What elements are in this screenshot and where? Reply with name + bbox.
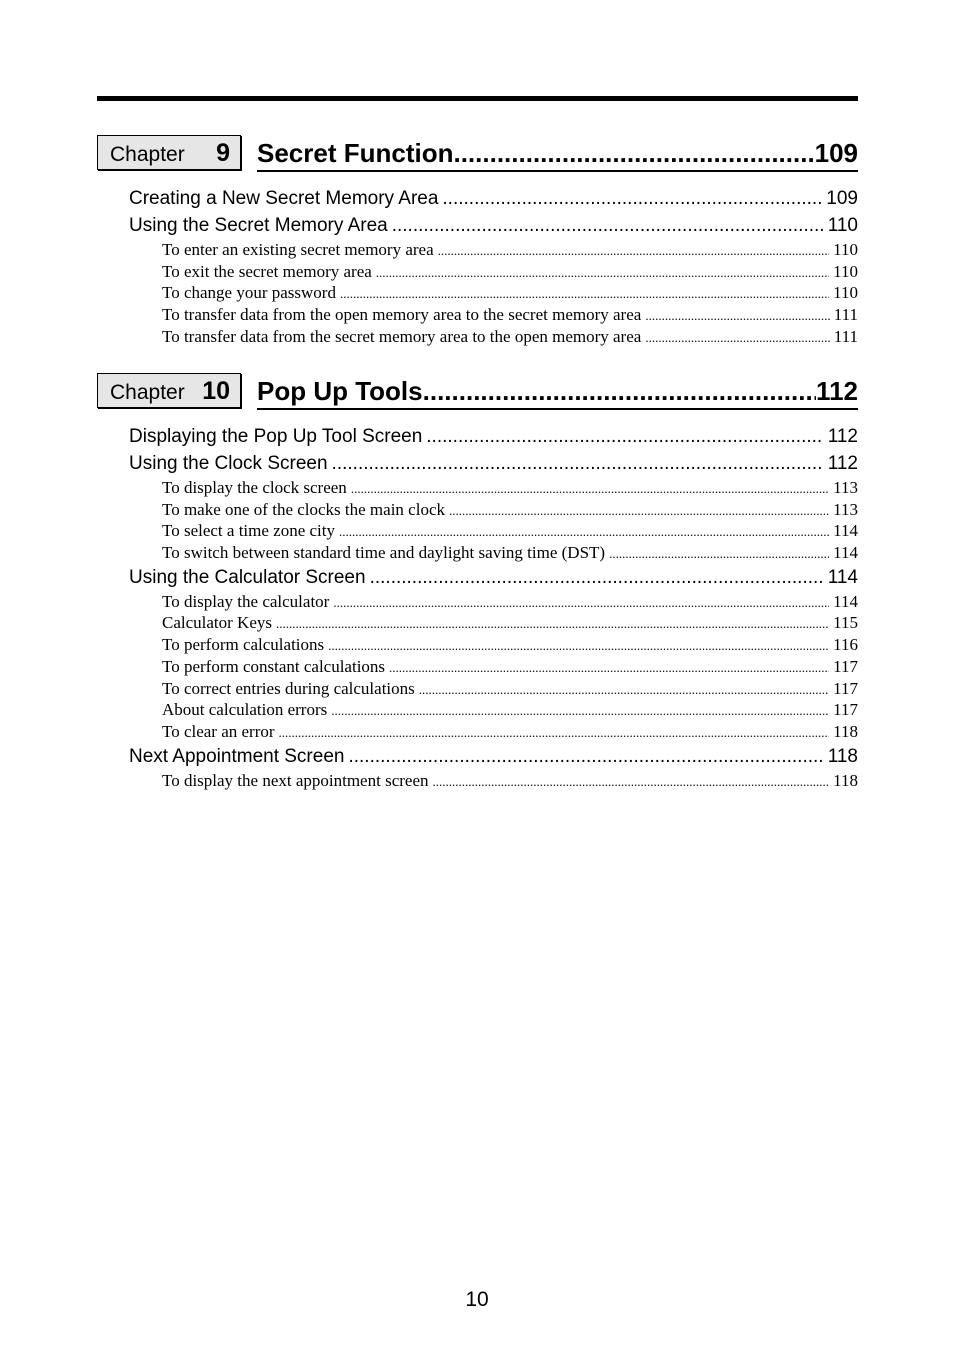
- dot-leader: [609, 543, 829, 565]
- toc-subentry[interactable]: [129, 520, 858, 542]
- toc-subentry[interactable]: [129, 282, 858, 304]
- entry-text: To switch between standard time and daylight saving time (DST): [162, 543, 606, 563]
- entry-page: 111: [833, 326, 858, 346]
- entry-page: 110: [827, 215, 858, 236]
- toc-subentry[interactable]: [129, 499, 858, 521]
- entry-text: To change your password: [162, 283, 336, 303]
- dot-leader: [426, 423, 823, 450]
- entry-text: To display the next appointment screen: [162, 770, 429, 790]
- entry-text: Calculator Keys: [162, 613, 272, 633]
- entry-text: To select a time zone city: [162, 521, 335, 541]
- entry-text: To transfer data from the open memory area to the secret memory area: [162, 305, 642, 325]
- entry-text: About calculation errors: [162, 700, 328, 720]
- entry-text: Displaying the Pop Up Tool Screen: [129, 426, 423, 447]
- entry-text: To display the clock screen: [162, 478, 347, 497]
- toc-subentry[interactable]: [129, 304, 858, 326]
- dot-leader: [351, 478, 829, 500]
- dot-leader: [449, 500, 829, 522]
- dot-leader: [438, 240, 829, 262]
- entry-page: 114: [827, 566, 858, 588]
- entry-text: To transfer data from the secret memory area to the open memory area: [162, 326, 642, 346]
- toc-subentry[interactable]: [129, 770, 858, 792]
- dot-leader: [339, 521, 829, 543]
- entry-text: Using the Calculator Screen: [129, 566, 366, 588]
- dot-leader: [433, 771, 830, 793]
- toc-subentry[interactable]: [129, 477, 858, 499]
- entry-text: To perform constant calculations: [162, 656, 386, 676]
- toc-entries: [129, 185, 858, 347]
- chapter-label-box: [97, 373, 241, 408]
- dot-leader: [442, 185, 822, 212]
- entry-text: To display the calculator: [162, 591, 330, 611]
- entry-page: 118: [833, 770, 858, 790]
- chapter-page: 109: [814, 138, 858, 168]
- chapter-title: Secret Function: [257, 138, 454, 168]
- toc-subentry[interactable]: [129, 678, 858, 700]
- toc-entry[interactable]: [129, 743, 858, 770]
- page-number: 10: [465, 1288, 489, 1311]
- toc-subentry[interactable]: [129, 239, 858, 261]
- dot-leader: [328, 635, 829, 657]
- toc-subentry[interactable]: [129, 699, 858, 721]
- entry-text: To perform calculations: [162, 635, 325, 655]
- toc-subentry[interactable]: [129, 326, 858, 348]
- dot-leader: [276, 613, 829, 635]
- toc-subentry[interactable]: [129, 591, 858, 613]
- entry-text: To enter an existing secret memory area: [162, 240, 434, 259]
- chapter-title: Pop Up Tools: [257, 376, 423, 406]
- entry-page: 112: [827, 453, 858, 474]
- toc-subentry[interactable]: [129, 721, 858, 743]
- dot-leader: [389, 657, 829, 679]
- toc-subentry[interactable]: [129, 634, 858, 656]
- toc-entry[interactable]: [129, 450, 858, 477]
- toc-subentry[interactable]: [129, 656, 858, 678]
- entry-text: Next Appointment Screen: [129, 745, 345, 767]
- dot-leader: [348, 743, 823, 770]
- chapter-label-box: [97, 135, 241, 170]
- chapter-header: [97, 135, 858, 173]
- chapter-header: [97, 373, 858, 411]
- toc-subentry[interactable]: [129, 261, 858, 283]
- entry-text: To correct entries during calculations: [162, 678, 415, 698]
- dot-leader: [370, 564, 824, 591]
- entry-page: 110: [833, 240, 858, 259]
- chapter-section-9: [97, 135, 858, 346]
- dot-leader: [332, 450, 824, 477]
- entry-page: 113: [833, 478, 858, 497]
- chapter-title-row[interactable]: [257, 373, 858, 410]
- dot-leader: [645, 305, 829, 327]
- entry-text: To make one of the clocks the main clock: [162, 499, 445, 519]
- toc-entry[interactable]: [129, 564, 858, 591]
- dot-leader: [419, 679, 829, 701]
- chapter-label: Chapter: [110, 381, 185, 404]
- dot-leader: [331, 700, 829, 722]
- entry-page: 109: [826, 188, 858, 209]
- entry-text: Creating a New Secret Memory Area: [129, 188, 439, 209]
- chapter-number: 9: [216, 139, 230, 167]
- dot-leader: [453, 140, 814, 170]
- entry-page: 114: [833, 521, 858, 541]
- chapter-title-row[interactable]: [257, 135, 858, 172]
- dot-leader: [333, 592, 829, 614]
- entry-page: 115: [833, 613, 858, 633]
- chapter-number: 10: [202, 377, 230, 405]
- dot-leader: [645, 327, 829, 349]
- entry-page: 113: [833, 499, 858, 519]
- dot-leader: [340, 283, 829, 305]
- chapter-page: 112: [816, 376, 858, 406]
- entry-page: 114: [833, 543, 858, 563]
- entry-page: 110: [833, 283, 858, 303]
- toc-entry[interactable]: [129, 212, 858, 239]
- entry-page: 117: [833, 678, 858, 698]
- entry-page: 116: [833, 635, 858, 655]
- entry-page: 111: [833, 305, 858, 325]
- entry-page: 117: [833, 700, 858, 720]
- entry-text: Using the Secret Memory Area: [129, 215, 388, 236]
- dot-leader: [376, 262, 829, 284]
- entry-page: 114: [833, 591, 858, 611]
- toc-entries: [129, 423, 858, 791]
- entry-page: 118: [827, 745, 858, 767]
- toc-entry[interactable]: [129, 423, 858, 450]
- dot-leader: [392, 212, 824, 239]
- top-rule: [97, 96, 858, 101]
- entry-text: Using the Clock Screen: [129, 453, 328, 474]
- entry-page: 117: [833, 656, 858, 676]
- dot-leader: [279, 722, 830, 744]
- entry-page: 118: [833, 721, 858, 741]
- toc-entry[interactable]: [129, 185, 858, 212]
- dot-leader: [423, 378, 816, 408]
- toc-subentry[interactable]: [129, 612, 858, 634]
- entry-text: To exit the secret memory area: [162, 261, 372, 281]
- chapter-label: Chapter: [110, 143, 185, 166]
- entry-text: To clear an error: [162, 721, 275, 741]
- chapter-section-10: [97, 373, 858, 790]
- entry-page: 112: [827, 426, 858, 447]
- toc-subentry[interactable]: [129, 542, 858, 564]
- entry-page: 110: [833, 261, 858, 281]
